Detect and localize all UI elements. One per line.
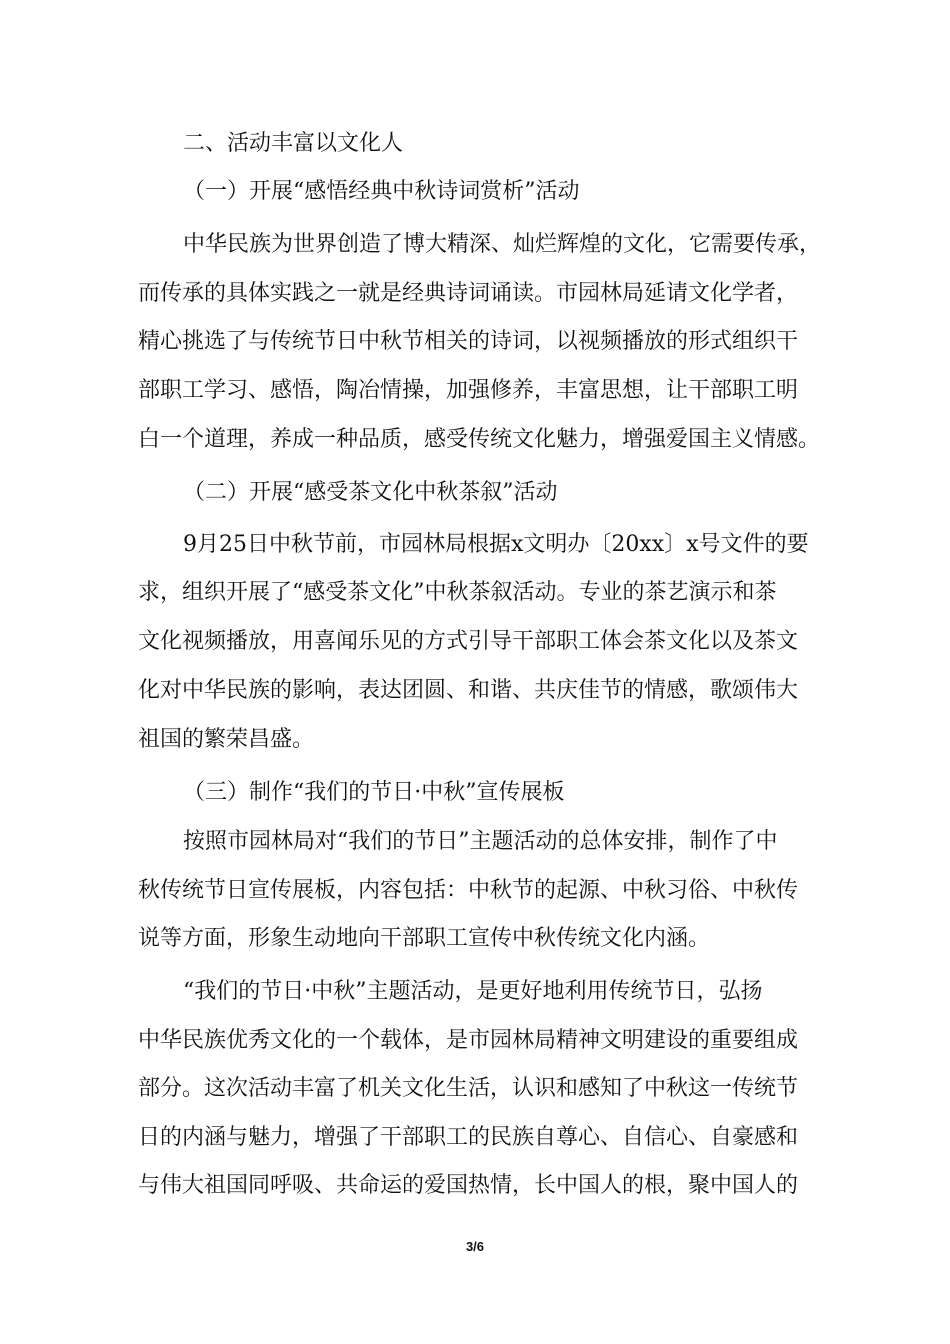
subsection-title: （三）制作“我们的节日·中秋”宣传展板 xyxy=(183,780,565,805)
paragraph-line: “我们的节日·中秋”主题活动，是更好地利用传统节日，弘扬 xyxy=(183,979,763,1004)
subsection-title: （二）开展“感受茶文化中秋茶叙”活动 xyxy=(183,480,558,505)
paragraph-line: 9月25日中秋节前，市园林局根据x文明办〔20xx〕x号文件的要 xyxy=(183,532,809,557)
paragraph-line: 中华民族为世界创造了博大精深、灿烂辉煌的文化，它需要传承， xyxy=(183,232,822,257)
paragraph-line: 文化视频播放，用喜闻乐见的方式引导干部职工体会茶文化以及茶文 xyxy=(138,629,799,654)
paragraph-line: 祖国的繁荣昌盛。 xyxy=(138,727,315,752)
paragraph-line: 秋传统节日宣传展板，内容包括：中秋节的起源、中秋习俗、中秋传 xyxy=(138,878,799,903)
paragraph-line: 与伟大祖国同呼吸、共命运的爱国热情，长中国人的根，聚中国人的 xyxy=(138,1173,799,1198)
paragraph-line: 部职工学习、感悟，陶冶情操，加强修养，丰富思想，让干部职工明 xyxy=(138,378,799,403)
paragraph-line: 白一个道理，养成一种品质，感受传统文化魅力，增强爱国主义情感。 xyxy=(138,427,821,452)
paragraph-line: 日的内涵与魅力，增强了干部职工的民族自尊心、自信心、自豪感和 xyxy=(138,1125,799,1150)
page-number: 3/6 xyxy=(465,1239,485,1254)
paragraph-line: 部分。这次活动丰富了机关文化生活，认识和感知了中秋这一传统节 xyxy=(138,1076,799,1101)
section-heading: 二、活动丰富以文化人 xyxy=(183,131,404,156)
paragraph-line: 求，组织开展了“感受茶文化”中秋茶叙活动。专业的茶艺演示和茶 xyxy=(138,580,777,605)
paragraph-line: 说等方面，形象生动地向干部职工宣传中秋传统文化内涵。 xyxy=(138,926,711,951)
paragraph-line: 精心挑选了与传统节日中秋节相关的诗词，以视频播放的形式组织干 xyxy=(138,329,799,354)
paragraph-line: 中华民族优秀文化的一个载体，是市园林局精神文明建设的重要组成 xyxy=(138,1028,799,1053)
paragraph-line: 化对中华民族的影响，表达团圆、和谐、共庆佳节的情感，歌颂伟大 xyxy=(138,678,799,703)
paragraph-line: 而传承的具体实践之一就是经典诗词诵读。市园林局延请文化学者， xyxy=(138,281,799,306)
paragraph-line: 按照市园林局对“我们的节日”主题活动的总体安排，制作了中 xyxy=(183,829,778,854)
subsection-title: （一）开展“感悟经典中秋诗词赏析”活动 xyxy=(183,179,580,204)
